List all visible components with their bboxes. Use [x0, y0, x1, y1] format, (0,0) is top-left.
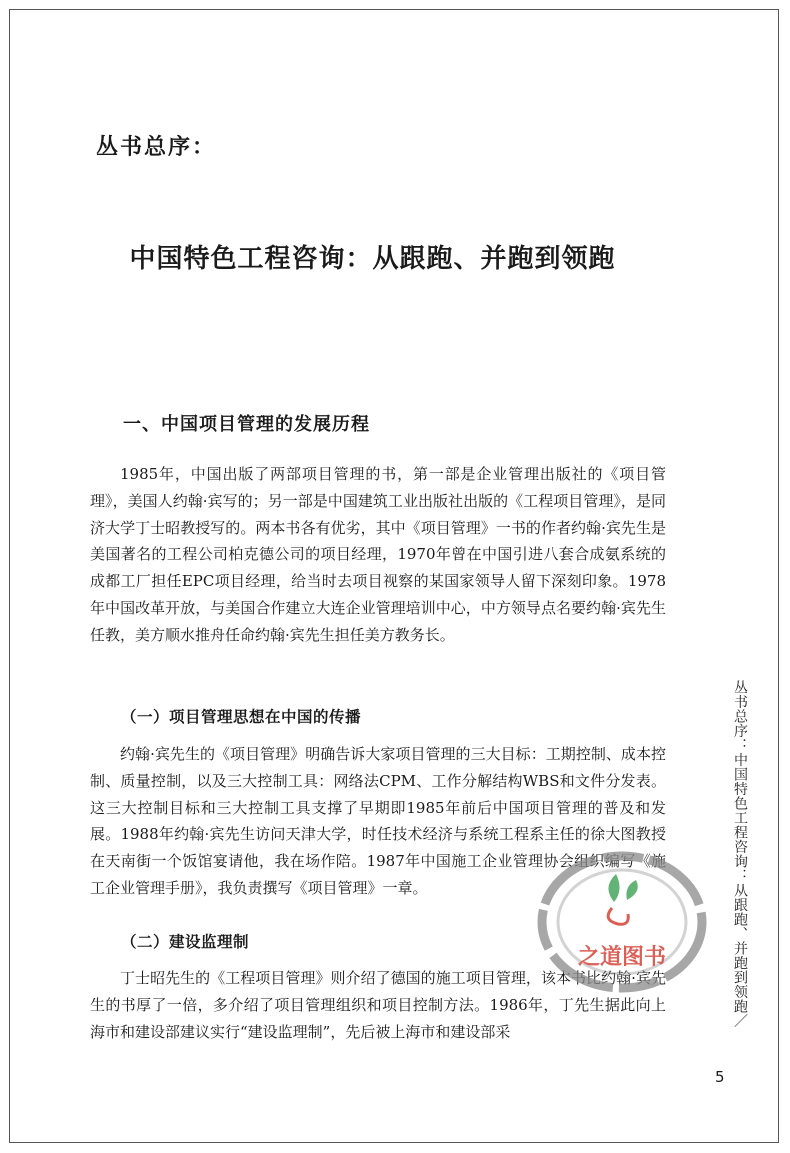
watermark-stamp [532, 842, 712, 1002]
section-heading: 一、中国项目管理的发展历程 [123, 414, 370, 435]
stamp-logo-icon [532, 842, 712, 1002]
paragraph-spread: 约翰·宾先生的《项目管理》明确告诉大家项目管理的三大目标：工期控制、成本控制、质量控制，以及三大控制工具：网络法CPM、工作分解结构WBS和文件分发表。这三大控制目标和三大控制工具支撑了早期即1985年前后中国项目管理的普及和发展。1988年约翰·宾先生访问天津大学，时任技术经济与系统工程系主任的徐大图教授在天南街一个饭馆宴请他，我在场作陪。1987年中国施工企业管理协会组织编写《施工企业管理手册》，我负责撰写《项目管理》一章。 [90, 745, 666, 897]
paragraph-supervision: 丁士昭先生的《工程项目管理》则介绍了德国的施工项目管理，该本书比约翰·宾先生的书厚了一倍，多介绍了项目管理组织和项目控制方法。1986年，丁先生据此向上海市和建设部建议实行“建设监理制”，先后被上海市和建设部采 [90, 969, 666, 1041]
page-title: 中国特色工程咨询：从跟跑、并跑到领跑 [129, 244, 616, 274]
stamp-text: 之道图书 [577, 944, 667, 970]
page-number: 5 [715, 1068, 725, 1086]
subsection-heading-supervision: （二）建设监理制 [121, 933, 250, 951]
leaf-icon [608, 874, 619, 902]
subsection-heading-spread: （一）项目管理思想在中国的传播 [121, 708, 362, 726]
series-label: 丛书总序： [96, 135, 217, 160]
side-running-title: 丛书总序：中国特色工程咨询：从跟跑、并跑到领跑／ [732, 680, 748, 1028]
paragraph-history: 1985年，中国出版了两部项目管理的书，第一部是企业管理出版社的《项目管理》，美国人约翰·宾写的；另一部是中国建筑工业出版社出版的《工程项目管理》，是同济大学丁士昭教授写的。两本书各有优劣，其中《项目管理》一书的作者约翰·宾先生是美国著名的工程公司柏克德公司的项目经理，1970年曾在中国引进八套合成氨系统的成都工厂担任EPC项目经理，给当时去项目视察的某国家领导人留下深刻印象。1978年中国改革开放，与美国合作建立大连企业管理培训中心，中方领导点名要约翰·宾先生任教，美方顺水推舟任命约翰·宾先生担任美方教务长。 [90, 465, 666, 644]
